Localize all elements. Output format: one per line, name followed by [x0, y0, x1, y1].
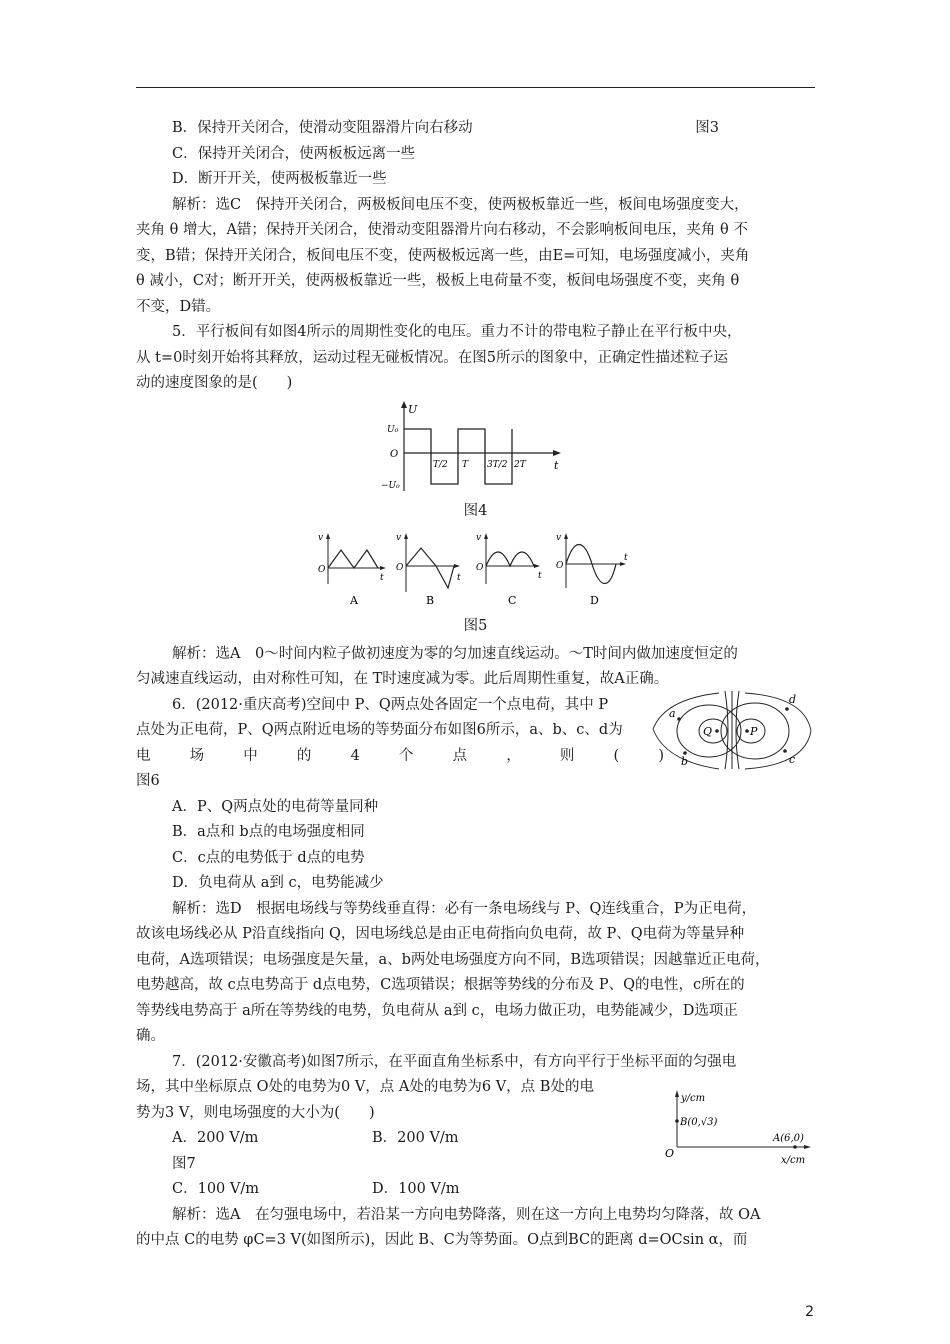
fig5-d-v-label: v — [555, 533, 561, 543]
figure-6-label: 图6 — [136, 773, 160, 789]
header-rule — [136, 87, 815, 88]
stem-word: ， — [506, 747, 521, 764]
fig5-panel-c — [476, 533, 542, 607]
page-number: 2 — [805, 1304, 814, 1320]
q6-stem-line-1: 6．(2012·重庆高考)空间中 P、Q两点处各固定一个点电荷，其中 P — [172, 696, 609, 713]
stem-word: 中 — [243, 747, 258, 764]
q4-option-c: C．保持开关闭合，使两板板远离一些 — [172, 145, 416, 162]
analysis-line: 变，B错；保持开关闭合，板间电压不变，使两极板远离一些，由E=可知，电场强度减小，夹角 — [136, 247, 750, 264]
fig4-tick-t: T — [461, 459, 468, 470]
figure-7-coordinate-plane — [655, 1089, 815, 1169]
analysis-line: 夹角 θ 增大，A错；保持开关闭合，使滑动变阻器滑片向右移动，不会影响板间电压，夹角 θ 不 — [136, 222, 748, 238]
analysis-line: 电势越高，故 c点电势高于 d点电势，C选项错误；根据等势线的分布及 P、Q的电性，c所在的 — [136, 977, 745, 993]
fig6-q-label: Q — [703, 724, 713, 738]
q7-option-a: A．200 V/m — [172, 1130, 259, 1146]
stem-word: 的 — [296, 747, 312, 764]
fig5-a-t-label: t — [379, 573, 384, 583]
fig4-tick-3t-half: 3T/2 — [486, 459, 507, 470]
analysis-line: 的中点 C的电势 φC=3 V(如图所示)，因此 B、C为等势面。O点到BC的距离 d=OCsin α，而 — [136, 1232, 748, 1248]
q6-option-c: C．c点的电势低于 d点的电势 — [172, 849, 365, 866]
analysis-line: θ 减小，C对；断开开关，使两极板靠近一些，极板上电荷量不变，板间电场强度不变，夹角 θ — [136, 273, 740, 289]
fig6-c-label: c — [789, 752, 796, 766]
q7-stem-line-1: 7．(2012·安徽高考)如图7所示，在平面直角坐标系中，有方向平行于坐标平面的匀强电 — [172, 1053, 737, 1070]
q4-option-d: D．断开开关，使两极板靠近一些 — [172, 171, 387, 187]
fig5-c-label: C — [507, 594, 516, 607]
fig5-d-t-label: t — [623, 553, 628, 563]
analysis-line: 电荷，A选项错误；电场强度是矢量，a、b两处电场强度方向不同，B选项错误；因越靠近正电荷， — [136, 951, 770, 968]
fig4-tick-2t: 2T — [513, 459, 526, 470]
q6-stem-line-3 — [136, 744, 664, 770]
analysis-line: 等势线电势高于 a所在等势线的电势，负电荷从 a到 c，电场力做正功，电势能减少，D选项正 — [136, 1002, 738, 1019]
analysis-line: 故该电场线必从 P沿直线指向 Q，因电场线总是由正电荷指向负电荷，故 P、Q电荷为等量异种 — [136, 926, 745, 942]
q7-stem-line-2: 场，其中坐标原点 O处的电势为0 V，点 A处的电势为6 V，点 B处的电 — [136, 1079, 594, 1095]
stem-line: 从 t=0时刻开始将其释放，运动过程无碰板情况。在图5所示的图象中，正确定性描述粒子运 — [136, 349, 729, 366]
fig7-b-label: B(0,√3) — [680, 1117, 718, 1128]
analysis-line: 解析：选D 根据电场线与等势线垂直得：必有一条电场线与 P、Q连线重合，P为正电荷， — [172, 900, 757, 917]
stem-word: 则 — [559, 747, 575, 764]
fig5-panel-a — [318, 533, 386, 607]
q7-block — [136, 1075, 815, 1203]
fig7-origin-label: O — [665, 1147, 675, 1160]
fig6-a-label: a — [669, 706, 676, 720]
figure-5-velocity-graphs — [316, 532, 636, 612]
q7-analysis — [136, 1203, 815, 1254]
fig5-c-v-label: v — [475, 533, 481, 543]
analysis-line: 确。 — [136, 1028, 165, 1044]
figure-4-caption: 图4 — [463, 502, 488, 519]
q6-option-b: B．a点和 b点的电场强度相同 — [172, 824, 365, 840]
fig5-a-v-label: v — [317, 533, 323, 543]
stem-word: 场 — [189, 747, 205, 764]
fig6-p-label: P — [750, 724, 758, 738]
figure-3-label: 图3 — [695, 120, 719, 136]
q4-analysis — [136, 193, 815, 321]
fig5-panel-d — [556, 533, 628, 607]
stem-line: 5．平行板间有如图4所示的周期性变化的电压。重力不计的带电粒子静止在平行板中央， — [172, 324, 742, 340]
stem-line: 动的速度图象的是( ) — [136, 375, 293, 391]
q6-option-a: A．P、Q两点处的电荷等量同种 — [172, 798, 379, 815]
fig7-y-axis-label: y/cm — [681, 1093, 706, 1104]
q4-option-b-line — [136, 116, 815, 142]
figure-5-caption: 图5 — [463, 618, 488, 634]
q6-analysis — [136, 897, 815, 1050]
q6-option-d: D．负电荷从 a到 c，电势能减少 — [172, 875, 384, 891]
fig5-c-t-label: t — [537, 571, 542, 581]
fig5-c-o-label: O — [475, 563, 483, 573]
fig5-d-o-label: O — [555, 561, 563, 571]
q7-stem-line-3: 势为3 V，则电场强度的大小为( ) — [136, 1104, 375, 1121]
stem-word: 电 — [136, 747, 151, 764]
fig4-tick-t-half: T/2 — [432, 459, 448, 470]
figure-7-label: 图7 — [172, 1155, 196, 1172]
figure-6-equipotential — [645, 689, 815, 771]
stem-word: ( — [613, 747, 620, 764]
fig5-panel-b — [396, 533, 461, 607]
fig5-b-label: B — [425, 594, 434, 607]
q6-block — [136, 693, 815, 795]
figure-4-voltage-graph — [380, 401, 566, 497]
stem-word: 4 — [350, 747, 360, 764]
fig5-b-t-label: t — [456, 573, 461, 583]
q7-options-cd — [136, 1177, 815, 1203]
q7-option-c: C．100 V/m — [172, 1181, 259, 1197]
fig5-a-label: A — [349, 594, 358, 607]
fig6-b-label: b — [681, 754, 689, 768]
fig5-b-o-label: O — [395, 563, 403, 573]
q7-option-d: D．100 V/m — [372, 1181, 460, 1197]
stem-word: 个 — [398, 747, 414, 764]
q4-option-b: B．保持开关闭合，使滑动变阻器滑片向右移动 — [172, 120, 473, 136]
q5-analysis — [136, 642, 815, 693]
fig5-b-v-label: v — [395, 533, 401, 543]
analysis-line: 匀减速直线运动，由对称性可知，在 T时速度减为零。此后周期性重复，故A正确。 — [136, 671, 669, 687]
analysis-line: 解析：选A 0～时间内粒子做初速度为零的匀加速直线运动。～T时间内做加速度恒定的 — [172, 645, 738, 662]
analysis-line: 解析：选C 保持开关闭合，两极板间电压不变，使两极板靠近一些，板间电场强度变大， — [172, 196, 749, 213]
fig5-a-o-label: O — [317, 565, 325, 575]
fig4-origin-label: O — [389, 448, 398, 460]
fig5-d-label: D — [589, 594, 599, 607]
q5-stem — [136, 320, 815, 397]
fig6-d-label: d — [789, 692, 797, 706]
fig4-u0-label: U₀ — [386, 424, 398, 435]
stem-word: 点 — [452, 747, 468, 764]
fig4-neg-u0-label: −U₀ — [380, 480, 400, 491]
q7-option-b: B．200 V/m — [372, 1130, 459, 1146]
fig4-y-axis-label: U — [407, 402, 417, 416]
page-content — [136, 116, 815, 1254]
analysis-line: 不变，D错。 — [136, 298, 221, 315]
fig7-a-label: A(6,0) — [773, 1133, 804, 1144]
fig7-x-axis-label: x/cm — [781, 1155, 806, 1166]
analysis-line: 解析：选A 在匀强电场中，若沿某一方向电势降落，则在这一方向上电势均匀降落，故 OA — [172, 1206, 761, 1223]
fig4-x-axis-label: t — [553, 458, 558, 472]
q6-stem-line-2: 点处为正电荷，P、Q两点附近电场的等势面分布如图6所示，a、b、c、d为 — [136, 722, 623, 738]
stem-word: ) — [658, 747, 664, 764]
